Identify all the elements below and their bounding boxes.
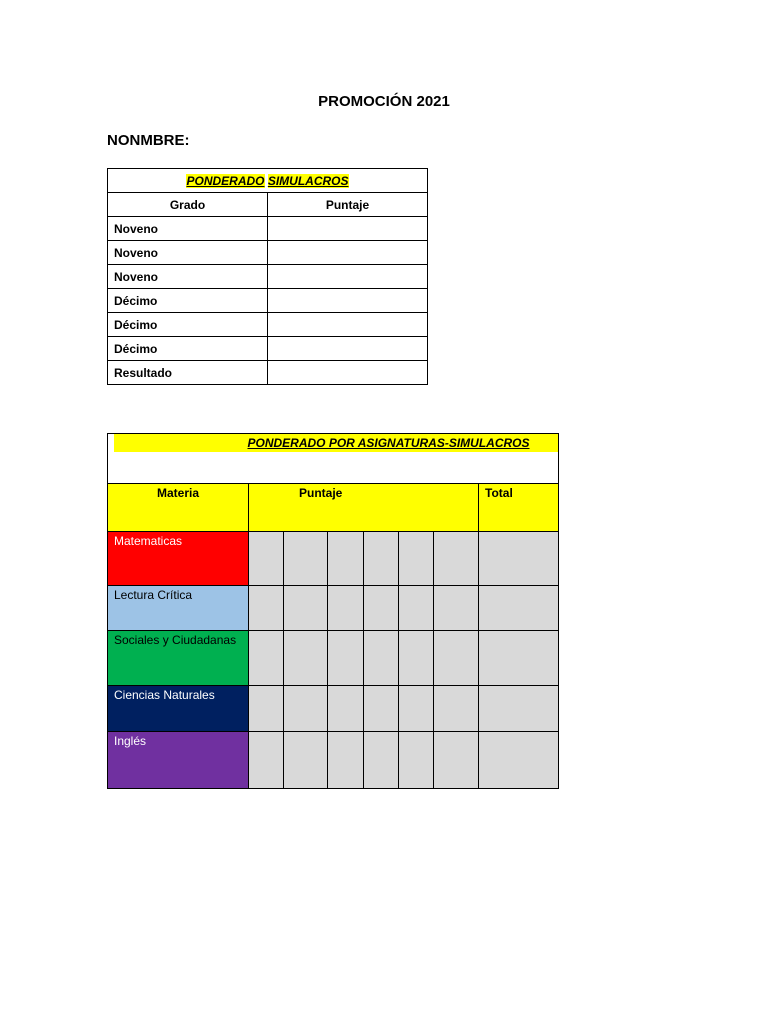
- score-cell[interactable]: [364, 686, 399, 732]
- total-cell[interactable]: [479, 631, 559, 686]
- puntaje-input-cell[interactable]: [268, 241, 428, 265]
- subject-row: [108, 686, 559, 732]
- ponderado-asignaturas-table: [107, 433, 559, 789]
- subject-row: [108, 586, 559, 631]
- col-materia-header: Materia: [108, 484, 249, 532]
- score-cell[interactable]: [249, 586, 284, 631]
- score-cell[interactable]: [434, 532, 479, 586]
- grado-cell: Décimo: [108, 289, 268, 313]
- total-cell[interactable]: [479, 686, 559, 732]
- name-label: NONMBRE:: [107, 132, 190, 149]
- subject-name-cell: Inglés: [108, 732, 249, 789]
- score-cell[interactable]: [328, 532, 364, 586]
- total-cell[interactable]: [479, 586, 559, 631]
- col-grado-header: Grado: [108, 193, 268, 217]
- col-total-header: Total: [479, 484, 559, 532]
- subject-row: [108, 732, 559, 789]
- score-cell[interactable]: [399, 532, 434, 586]
- score-cell[interactable]: [434, 732, 479, 789]
- total-cell[interactable]: [479, 732, 559, 789]
- grado-cell: Noveno: [108, 241, 268, 265]
- resultado-label: Resultado: [108, 361, 268, 385]
- score-cell[interactable]: [364, 586, 399, 631]
- subject-name-cell: Ciencias Naturales: [108, 686, 249, 732]
- score-cell[interactable]: [284, 586, 328, 631]
- subject-row: [108, 532, 559, 586]
- score-cell[interactable]: [434, 586, 479, 631]
- score-cell[interactable]: [249, 732, 284, 789]
- score-cell[interactable]: [284, 686, 328, 732]
- subject-rows: [108, 532, 559, 789]
- table2-title-cell: [108, 434, 559, 484]
- table2-title: PONDERADO POR ASIGNATURAS-SIMULACROS: [114, 434, 558, 452]
- score-cell[interactable]: [434, 631, 479, 686]
- score-cell[interactable]: [364, 732, 399, 789]
- grado-cell: Décimo: [108, 313, 268, 337]
- puntaje-input-cell[interactable]: [268, 265, 428, 289]
- subject-name-cell: Sociales y Ciudadanas: [108, 631, 249, 686]
- score-cell[interactable]: [434, 686, 479, 732]
- score-cell[interactable]: [249, 631, 284, 686]
- grado-cell: Noveno: [108, 217, 268, 241]
- score-cell[interactable]: [399, 631, 434, 686]
- score-cell[interactable]: [364, 631, 399, 686]
- score-cell[interactable]: [328, 732, 364, 789]
- puntaje-input-cell[interactable]: [268, 313, 428, 337]
- score-cell[interactable]: [328, 631, 364, 686]
- page-title: PROMOCIÓN 2021: [318, 93, 450, 110]
- score-cell[interactable]: [328, 586, 364, 631]
- table1-title-part2: SIMULACROS: [267, 173, 349, 188]
- score-cell[interactable]: [284, 532, 328, 586]
- score-cell[interactable]: [399, 732, 434, 789]
- resultado-input-cell[interactable]: [268, 361, 428, 385]
- score-cell[interactable]: [249, 686, 284, 732]
- table1-title-part1: PONDERADO: [186, 173, 265, 188]
- score-cell[interactable]: [328, 686, 364, 732]
- col-puntaje-header: Puntaje: [249, 484, 479, 532]
- subject-name-cell: Lectura Crítica: [108, 586, 249, 631]
- puntaje-input-cell[interactable]: [268, 217, 428, 241]
- subject-name-cell: Matematicas: [108, 532, 249, 586]
- score-cell[interactable]: [399, 586, 434, 631]
- puntaje-input-cell[interactable]: [268, 337, 428, 361]
- score-cell[interactable]: [284, 631, 328, 686]
- subject-row: [108, 631, 559, 686]
- score-cell[interactable]: [399, 686, 434, 732]
- col-puntaje-header: Puntaje: [268, 193, 428, 217]
- total-cell[interactable]: [479, 532, 559, 586]
- score-cell[interactable]: [249, 532, 284, 586]
- grado-cell: Noveno: [108, 265, 268, 289]
- grado-cell: Décimo: [108, 337, 268, 361]
- table1-title-cell: [108, 169, 428, 193]
- ponderado-simulacros-table: [107, 168, 428, 385]
- score-cell[interactable]: [364, 532, 399, 586]
- puntaje-input-cell[interactable]: [268, 289, 428, 313]
- score-cell[interactable]: [284, 732, 328, 789]
